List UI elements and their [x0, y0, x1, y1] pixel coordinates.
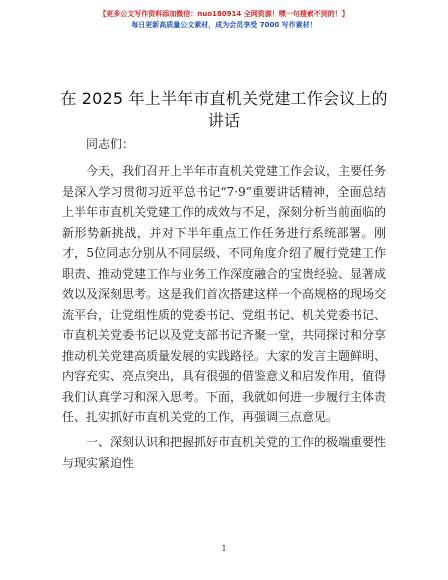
greeting: 同志们： — [86, 137, 135, 151]
promo-banner-line-1: 【更多公文写作资料添加微信：nuo180914 全网资源！嘿一句搜索不到的！】 — [99, 10, 349, 18]
page-number: 1 — [221, 544, 227, 553]
section-heading-1: 一、深刻认识和把握抓好市直机关党的工作的极端重要性与现实紧迫性 — [62, 435, 387, 470]
promo-banner-line-2: 每日更新高质量公文素材，成为会员享受 7000 写作素材！ — [131, 21, 317, 29]
document-title: 在 2025 年上半年市直机关党建工作会议上的讲话 — [60, 89, 388, 130]
paragraph-1: 今天，我们召开上半年市直机关党建工作会议，主要任务是深入学习贯彻习近平总书记“7·9”重要讲话精神，全面总结上半年市直机关党建工作的成效与不足，深刻分析当前面临的新形势新挑战，并对下半年重点工作任务进行系统部署。刚才，5位同志分别从不同层级、不同角度介绍了履行党建工作职责、推动党建工作与业务工作深度融合的宝贵经验、显著成效以及深刻思考。这是我们首次搭建这样一个高规格的现场交流平台，让党组性质的党委书记、党组书记、机关党委书记、市直机关党委书记以及党支部书记齐聚一堂，共同探讨和分享推动机关党建高质量发展的实践路径。大家的发言主题鲜明、内容充实、亮点突出，具有很强的借鉴意义和启发作用，值得我们认真学习和深入思考。下面，我就如何进一步履行主体责任、扎实抓好市直机关党的工作，再强调三点意见。 — [62, 164, 387, 424]
